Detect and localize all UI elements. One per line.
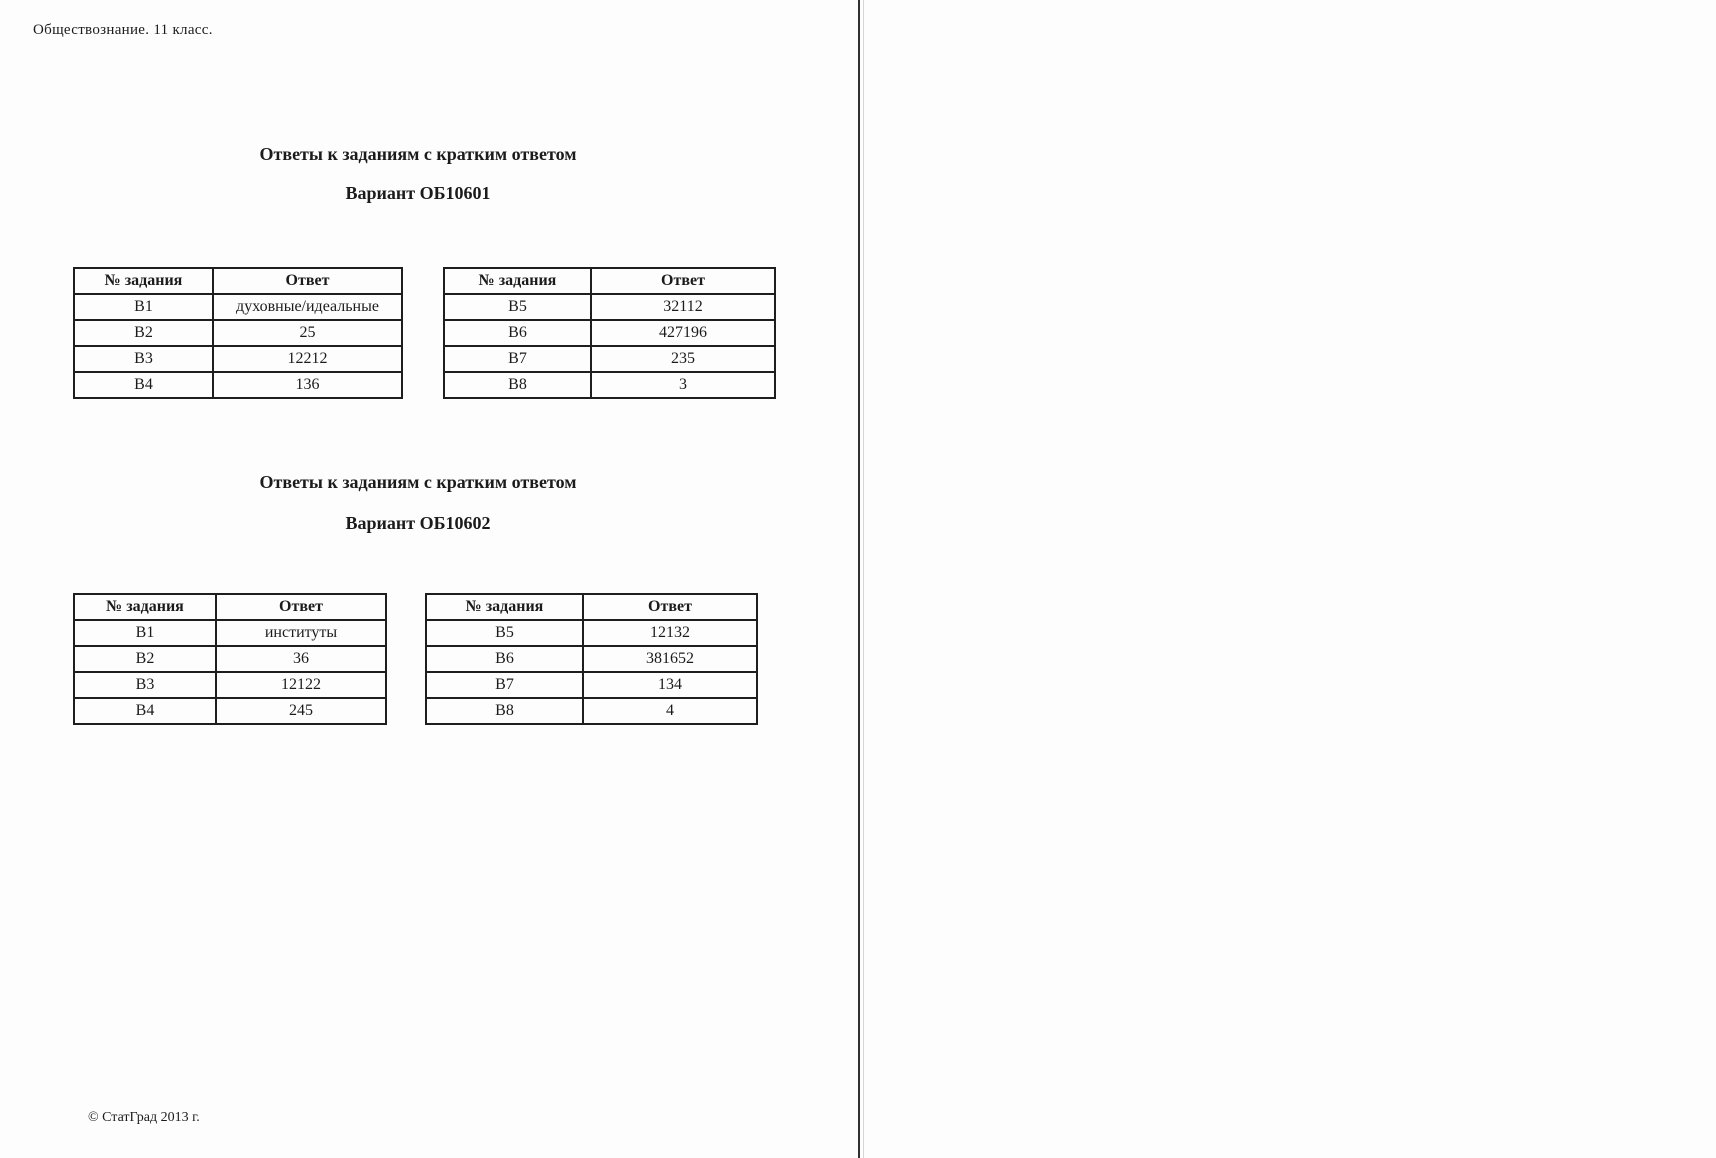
- task-number-cell: В5: [426, 620, 583, 646]
- answer-cell: 12132: [583, 620, 757, 646]
- page-edge-divider: [858, 0, 860, 1158]
- table-row: [74, 372, 402, 398]
- answer-cell: 235: [591, 346, 775, 372]
- table-row: [74, 294, 402, 320]
- task-number-cell: В6: [426, 646, 583, 672]
- answer-header: Ответ: [591, 268, 775, 294]
- answers-table-variant1-left: [73, 267, 403, 399]
- answer-header: Ответ: [583, 594, 757, 620]
- task-number-cell: В7: [444, 346, 591, 372]
- task-number-cell: В7: [426, 672, 583, 698]
- answer-cell: 245: [216, 698, 386, 724]
- answer-cell: институты: [216, 620, 386, 646]
- task-number-cell: В3: [74, 346, 213, 372]
- table-row: [74, 672, 386, 698]
- section-1-variant-title: Вариант ОБ10601: [345, 183, 491, 203]
- table-row: [426, 672, 757, 698]
- task-number-cell: В8: [444, 372, 591, 398]
- table-row: [74, 346, 402, 372]
- table-header-row: [426, 594, 757, 620]
- table-row: [74, 698, 386, 724]
- task-number-cell: В2: [74, 320, 213, 346]
- answer-cell: духовные/идеальные: [213, 294, 402, 320]
- task-number-header: № задания: [426, 594, 583, 620]
- answer-cell: 3: [591, 372, 775, 398]
- table-row: [444, 372, 775, 398]
- task-number-header: № задания: [74, 268, 213, 294]
- task-number-cell: В6: [444, 320, 591, 346]
- table-row: [74, 320, 402, 346]
- table-row: [444, 294, 775, 320]
- table-row: [74, 646, 386, 672]
- page-edge-shadow: [863, 0, 864, 1158]
- table-header-row: [74, 268, 402, 294]
- document-header: Обществознание. 11 класс.: [33, 22, 213, 38]
- task-number-cell: В1: [74, 620, 216, 646]
- table-row: [426, 620, 757, 646]
- section-1-title: Ответы к заданиям с кратким ответом: [259, 144, 577, 164]
- answer-cell: 25: [213, 320, 402, 346]
- table-header-row: [74, 594, 386, 620]
- answer-cell: 136: [213, 372, 402, 398]
- task-number-header: № задания: [444, 268, 591, 294]
- table-row: [444, 320, 775, 346]
- table-row: [426, 646, 757, 672]
- task-number-cell: В1: [74, 294, 213, 320]
- answer-cell: 12212: [213, 346, 402, 372]
- answer-cell: 32112: [591, 294, 775, 320]
- table-row: [426, 698, 757, 724]
- answer-cell: 4: [583, 698, 757, 724]
- copyright-footer: © СтатГрад 2013 г.: [88, 1110, 200, 1125]
- table-row: [444, 346, 775, 372]
- section-2-title: Ответы к заданиям с кратким ответом: [259, 472, 577, 492]
- task-number-cell: В3: [74, 672, 216, 698]
- table-row: [74, 620, 386, 646]
- answer-cell: 134: [583, 672, 757, 698]
- answer-header: Ответ: [216, 594, 386, 620]
- answer-cell: 36: [216, 646, 386, 672]
- task-number-cell: В8: [426, 698, 583, 724]
- task-number-cell: В5: [444, 294, 591, 320]
- task-number-cell: В4: [74, 698, 216, 724]
- task-number-cell: В2: [74, 646, 216, 672]
- task-number-header: № задания: [74, 594, 216, 620]
- answer-cell: 12122: [216, 672, 386, 698]
- table-header-row: [444, 268, 775, 294]
- answers-table-variant2-right: [425, 593, 758, 725]
- answers-table-variant2-left: [73, 593, 387, 725]
- answer-header: Ответ: [213, 268, 402, 294]
- task-number-cell: В4: [74, 372, 213, 398]
- answer-cell: 381652: [583, 646, 757, 672]
- answer-cell: 427196: [591, 320, 775, 346]
- answers-table-variant1-right: [443, 267, 776, 399]
- section-2-variant-title: Вариант ОБ10602: [345, 513, 491, 533]
